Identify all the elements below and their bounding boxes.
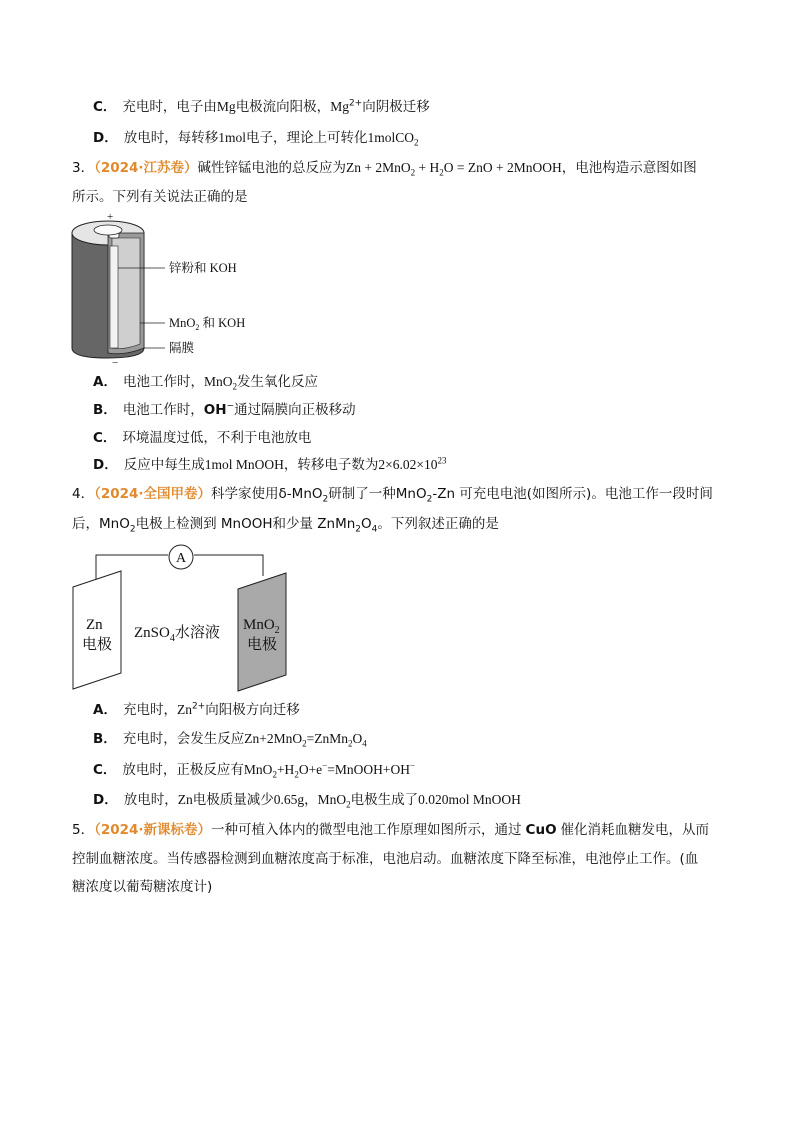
q3-option-b: B． 电池工作时，OH−通过隔膜向正极移动 <box>93 401 356 418</box>
option-c-prev: C． 充电时，电子由Mg电极流向阳极，$Mg^{2+}$向阴极迁移 <box>93 98 430 115</box>
q5-source: （2024·新课标卷） <box>94 822 212 838</box>
q4-stem-line1: 4．（2024·全国甲卷）科学家使用δ-MnO$_2$研制了一种MnO$_2$-Zn 可充电电池(如图所示)。电池工作一段时间 <box>72 486 713 505</box>
label-separator: 隔膜 <box>169 341 195 355</box>
q3-stem-line1: 3．（2024·江苏卷）碱性锌锰电池的总反应为$Zn + 2MnO_2 + H_2O$ = ZnO + 2MnOOH，电池构造示意图如图 <box>72 160 697 178</box>
q4-stem-line2: 后，MnO$_2$电极上检测到 MnOOH和少量 $ZnMn_2O_4$。下列叙述正确的是 <box>72 516 499 535</box>
q4-option-a: A． 充电时，$Zn^{2+}$向阳极方向迁移 <box>93 701 300 718</box>
q3-equation: $Zn + 2MnO_2 + H_2O$ = ZnO + 2MnOOH <box>346 160 562 178</box>
q3-stem-line2: 所示。下列有关说法正确的是 <box>72 189 248 205</box>
option-d-prev: D． 放电时，每转移1mol电子，理论上可转化1molCO$_2$ <box>93 130 419 148</box>
q3-option-d: D． 反应中每生成1mol MnOOH，转移电子数为$2\times 6.02\times 10^{23}$ <box>93 455 447 473</box>
solution-label: ZnSO$_4$水溶液 <box>134 625 220 644</box>
battery-diagram <box>62 208 272 368</box>
mno2-electrode-label-top: MnO$_2$ <box>243 617 280 636</box>
q4-option-b: B． 充电时，会发生反应$Zn+2MnO_2=ZnMn_2O_4$ <box>93 731 367 749</box>
q4-option-c: C． 放电时，正极反应有$MnO_2+H_2O+e^-=MnOOH+OH^-$ <box>93 760 416 780</box>
q4-source: （2024·全国甲卷） <box>94 486 212 502</box>
ammeter-label: A <box>176 551 187 566</box>
q5-stem-line1: 5．（2024·新课标卷）一种可植入体内的微型电池工作原理如图所示，通过 CuO 催化消耗血糖发电，从而 <box>72 822 710 838</box>
q4-option-d: D． 放电时，Zn电极质量减少0.65g，MnO$_2$电极生成了0.020mol MnOOH <box>93 792 521 810</box>
q5-stem-line3: 糖浓度以葡萄糖浓度计) <box>72 879 213 895</box>
mno2-electrode-label-bottom: 电极 <box>247 637 278 653</box>
zn-electrode-label-bottom: 电极 <box>82 637 113 653</box>
label-zinc-koh: 锌粉和 KOH <box>169 261 237 275</box>
label-mno2-koh: MnO$_2$ 和 KOH <box>169 316 246 332</box>
q5-stem-line2: 控制血糖浓度。当传感器检测到血糖浓度高于标准，电池启动。血糖浓度下降至标准，电池停止工作。(血 <box>72 851 699 867</box>
plus-terminal-label: + <box>107 211 114 223</box>
q3-source: （2024·江苏卷） <box>94 160 198 176</box>
cell-diagram <box>68 543 298 693</box>
zn-electrode-label-top: Zn <box>86 617 103 633</box>
q3-option-c: C． 环境温度过低，不利于电池放电 <box>93 430 312 446</box>
minus-terminal-label: − <box>112 357 119 368</box>
q3-option-a: A． 电池工作时，MnO$_2$发生氧化反应 <box>93 374 318 392</box>
